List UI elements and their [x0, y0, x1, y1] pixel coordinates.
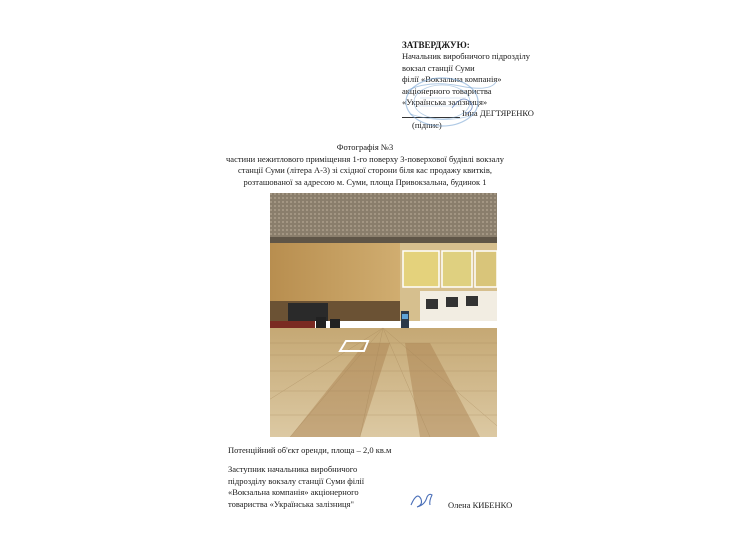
approval-title: ЗАТВЕРДЖУЮ: [402, 40, 470, 50]
approval-line: акціонерного товариства [402, 85, 492, 96]
approver-name: Інна ДЕГТЯРЕНКО [462, 108, 534, 119]
official-stamp [400, 68, 500, 130]
deputy-line: підрозділу вокзалу станції Суми філії [228, 475, 365, 486]
area-note: Потенційний об'єкт оренди, площа – 2,0 кв.м [228, 445, 392, 455]
caption-line: розташованої за адресою м. Суми, площа Привокзальна, будинок 1 [243, 176, 487, 187]
window [442, 251, 472, 287]
deputy-line: Заступник начальника виробничого [228, 464, 358, 474]
approval-line: «Українська залізниця» [402, 97, 488, 108]
approval-line: Начальник виробничого підрозділу [402, 51, 530, 62]
window [403, 251, 439, 287]
deputy-line: товариства «Українська залізниця" [228, 498, 354, 509]
caption-line: станції Суми (літера А-3) зі східної сторони біля кас продажу квитків, [237, 165, 493, 176]
window [475, 251, 497, 287]
handwritten-signature [408, 489, 438, 511]
approval-line: вокзал станції Суми [402, 62, 475, 73]
deputy-line: «Вокзальна компанія» акціонерного [228, 487, 359, 498]
deputy-block [228, 464, 438, 510]
signature-caption: (підпис) [412, 120, 442, 131]
photo-title: Фотографія №3 [336, 142, 394, 152]
caption-line: частини нежитлового приміщення 1-го поверху 3-поверхової будівлі вокзалу [226, 153, 504, 164]
photo-caption [215, 142, 515, 188]
approval-line: філії «Вокзальна компанія» [402, 74, 502, 85]
deputy-name: Олена КИБЕНКО [448, 500, 513, 510]
ceiling-grid [270, 193, 497, 241]
station-photo [270, 193, 497, 437]
